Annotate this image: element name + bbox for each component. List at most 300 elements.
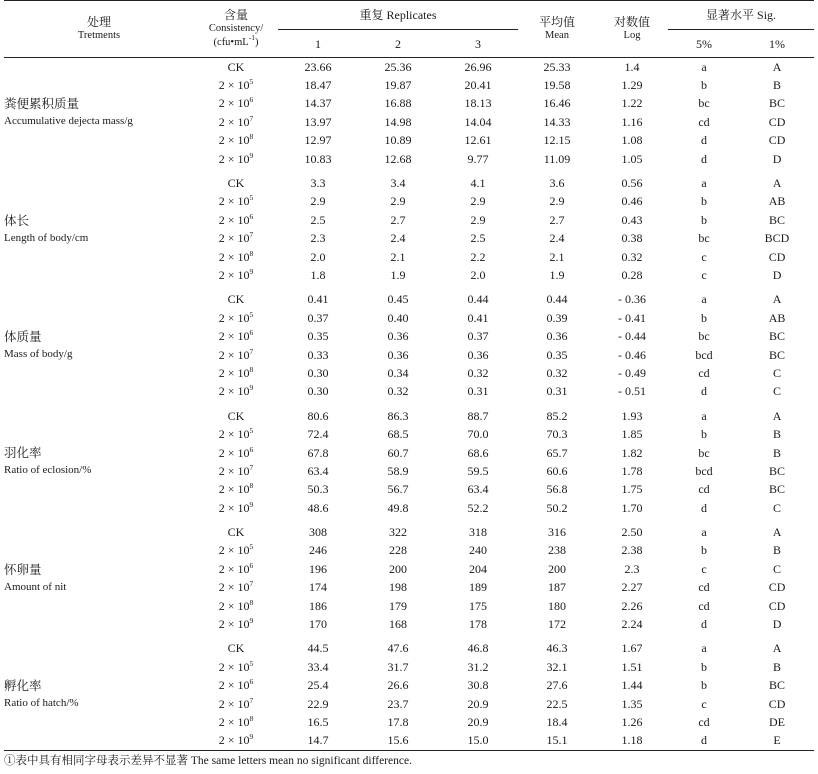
sig5-cell: cd xyxy=(698,580,710,595)
log-cell: 0.32 xyxy=(621,249,643,264)
sig5-cell: bc xyxy=(698,231,710,246)
rep1-cell: 10.83 xyxy=(304,151,332,166)
rep3-cell: 20.9 xyxy=(467,714,489,729)
consistency-cell xyxy=(194,713,278,731)
mean-cell: 238 xyxy=(548,543,567,558)
header-rep-3: 3 xyxy=(475,36,481,51)
rep2-cell: 15.6 xyxy=(387,733,409,748)
table-body xyxy=(4,58,814,751)
rep2-cell: 10.89 xyxy=(384,133,412,148)
consistency-cell xyxy=(194,327,278,345)
rep2-cell: 68.5 xyxy=(387,427,409,442)
rep1-cell: 186 xyxy=(309,598,327,613)
consistency-exponent: 8 xyxy=(249,248,254,258)
rep3-cell: 26.96 xyxy=(464,59,492,74)
sig1-cell: BC xyxy=(769,212,786,227)
table-header xyxy=(4,1,814,58)
rep2-cell: 31.7 xyxy=(387,659,409,674)
consistency-cell xyxy=(194,193,278,211)
rep1-cell: 0.30 xyxy=(307,365,329,380)
log-cell: 0.43 xyxy=(621,212,643,227)
rep2-cell: 58.9 xyxy=(387,463,409,478)
log-cell: 1.08 xyxy=(621,133,643,148)
sig1-cell: CD xyxy=(768,249,786,264)
rep1-cell: 2.3 xyxy=(310,231,326,246)
rep1-cell: 0.35 xyxy=(307,329,329,344)
sig1-cell: C xyxy=(773,561,782,576)
rep1-cell: 308 xyxy=(309,525,327,540)
consistency-base: 2 × 10 xyxy=(218,482,250,497)
header-consistency-unit: $(cfu•mL^{-1})$ xyxy=(213,33,259,48)
rep1-cell: 48.6 xyxy=(307,500,329,515)
log-cell: 2.26 xyxy=(621,598,643,613)
consistency-base: 2 × 10 xyxy=(218,310,250,325)
mean-cell: 0.31 xyxy=(546,384,568,399)
mean-cell: 2.7 xyxy=(549,212,565,227)
log-cell: 1.75 xyxy=(621,482,643,497)
table-row xyxy=(4,58,814,77)
consistency-exponent: 9 xyxy=(249,732,254,742)
rep1-cell: 33.4 xyxy=(307,659,329,674)
consistency-exponent: 6 xyxy=(249,677,254,687)
mean-cell: 14.33 xyxy=(543,114,571,129)
sig5-cell: c xyxy=(701,561,707,576)
group-label-en: Amount of nit xyxy=(4,580,67,593)
rep3-cell: 70.0 xyxy=(467,427,489,442)
rep1-cell: 170 xyxy=(309,617,327,632)
rep2-cell: 86.3 xyxy=(387,408,409,423)
rep3-cell: 0.44 xyxy=(467,292,489,307)
log-cell: - 0.51 xyxy=(618,384,647,399)
mean-cell: 27.6 xyxy=(546,678,568,693)
rep2-cell: 1.9 xyxy=(390,267,406,282)
sig5-cell: b xyxy=(701,427,708,442)
consistency-cell: CK xyxy=(227,525,245,540)
rep3-cell: 52.2 xyxy=(467,500,489,515)
mean-cell: 3.6 xyxy=(549,176,565,191)
consistency-base: 2 × 10 xyxy=(218,427,250,442)
consistency-cell xyxy=(194,677,278,695)
sig1-cell: BC xyxy=(769,482,786,497)
rep2-cell: 60.7 xyxy=(387,445,409,460)
consistency-base: 2 × 10 xyxy=(218,114,250,129)
group-label xyxy=(4,174,194,284)
rep3-cell: 2.5 xyxy=(470,231,486,246)
rep1-cell: 196 xyxy=(309,561,327,576)
mean-cell: 0.32 xyxy=(546,365,568,380)
rep3-cell: 240 xyxy=(469,543,487,558)
consistency-cell xyxy=(194,230,278,248)
sig5-cell: a xyxy=(701,525,707,540)
sig1-cell: A xyxy=(772,525,782,540)
sig5-cell: a xyxy=(701,408,707,423)
rep3-cell: 9.77 xyxy=(467,151,489,166)
rep3-cell: 20.9 xyxy=(467,696,489,711)
consistency-base: 2 × 10 xyxy=(218,617,250,632)
consistency-base: 2 × 10 xyxy=(218,445,250,460)
consistency-cell xyxy=(194,383,278,401)
consistency-exponent: 6 xyxy=(249,560,254,570)
sig5-cell: bcd xyxy=(695,463,713,478)
mean-cell: 12.15 xyxy=(543,133,571,148)
consistency-cell xyxy=(194,444,278,462)
rep1-cell: 0.33 xyxy=(307,347,329,362)
log-cell: 1.51 xyxy=(621,659,643,674)
consistency-base: 2 × 10 xyxy=(218,365,250,380)
consistency-cell xyxy=(194,309,278,327)
log-cell: 0.38 xyxy=(621,231,643,246)
consistency-exponent: 8 xyxy=(249,597,254,607)
header-rep-1: 1 xyxy=(315,36,321,51)
consistency-cell xyxy=(194,615,278,633)
sig1-cell: C xyxy=(773,384,782,399)
sig1-cell: BCD xyxy=(764,231,790,246)
log-cell: 1.18 xyxy=(621,733,643,748)
rep2-cell: 12.68 xyxy=(384,151,412,166)
rep3-cell: 178 xyxy=(469,617,487,632)
consistency-base: 2 × 10 xyxy=(218,329,250,344)
log-cell: 1.85 xyxy=(621,427,643,442)
log-cell: 1.82 xyxy=(621,445,643,460)
rep3-cell: 30.8 xyxy=(467,678,489,693)
group-label-en: Ratio of eclosion/% xyxy=(4,464,92,477)
rep2-cell: 16.88 xyxy=(384,96,412,111)
mean-cell: 0.36 xyxy=(546,329,568,344)
table-row xyxy=(4,174,814,192)
results-table xyxy=(4,0,814,751)
rep2-cell: 0.32 xyxy=(387,384,409,399)
sig1-cell: AB xyxy=(768,194,786,209)
mean-cell: 25.33 xyxy=(543,59,571,74)
consistency-base: 2 × 10 xyxy=(218,714,250,729)
log-cell: 1.29 xyxy=(621,78,643,93)
mean-cell: 15.1 xyxy=(546,733,568,748)
rep1-cell: 12.97 xyxy=(304,133,332,148)
log-cell: 1.16 xyxy=(621,114,643,129)
rep2-cell: 0.36 xyxy=(387,347,409,362)
log-cell: - 0.41 xyxy=(618,310,647,325)
sig1-cell: A xyxy=(772,59,782,74)
consistency-exponent: 9 xyxy=(249,266,254,276)
log-cell: - 0.44 xyxy=(618,329,647,344)
rep2-cell: 228 xyxy=(389,543,407,558)
sig5-cell: d xyxy=(701,733,708,748)
mean-cell: 46.3 xyxy=(546,641,568,656)
consistency-exponent: 6 xyxy=(249,211,254,221)
rep3-cell: 204 xyxy=(469,561,487,576)
consistency-cell xyxy=(194,266,278,284)
rep3-cell: 4.1 xyxy=(470,176,486,191)
rep1-cell: 50.3 xyxy=(307,482,329,497)
rep3-cell: 20.41 xyxy=(464,78,492,93)
sig1-cell: BC xyxy=(769,329,786,344)
consistency-exponent: 8 xyxy=(249,713,254,723)
sig1-cell: E xyxy=(773,733,781,748)
rep1-cell: 25.4 xyxy=(307,678,329,693)
consistency-exponent: 7 xyxy=(249,695,254,705)
log-cell: 1.22 xyxy=(621,96,643,111)
header-treatment xyxy=(4,1,194,58)
rep1-cell: 14.7 xyxy=(307,733,329,748)
mean-cell: 32.1 xyxy=(546,659,568,674)
consistency-cell xyxy=(194,732,278,751)
sig1-cell: B xyxy=(773,445,782,460)
rep2-cell: 47.6 xyxy=(387,641,409,656)
sig5-cell: c xyxy=(701,267,707,282)
rep1-cell: 2.9 xyxy=(310,194,326,209)
mean-cell: 16.46 xyxy=(543,96,571,111)
consistency-exponent: 8 xyxy=(249,481,254,491)
mean-cell: 187 xyxy=(548,580,567,595)
header-rep-2: 2 xyxy=(395,36,401,51)
consistency-cell xyxy=(194,425,278,443)
header-mean-zh: 平均值 xyxy=(539,15,576,29)
sig5-cell: cd xyxy=(698,482,710,497)
consistency-exponent: 6 xyxy=(249,328,254,338)
log-cell: 1.70 xyxy=(621,500,643,515)
rep2-cell: 49.8 xyxy=(387,500,409,515)
group-label xyxy=(4,523,194,633)
log-cell: 0.46 xyxy=(621,194,643,209)
consistency-base: 2 × 10 xyxy=(218,659,250,674)
sig5-cell: bc xyxy=(698,445,710,460)
consistency-base: 2 × 10 xyxy=(218,249,250,264)
rep3-cell: 68.6 xyxy=(467,445,489,460)
consistency-cell xyxy=(194,248,278,266)
header-mean-en: Mean xyxy=(545,30,569,41)
header-treatment-en: Tretments xyxy=(77,30,121,41)
mean-cell: 60.6 xyxy=(546,463,568,478)
consistency-exponent: 7 xyxy=(249,462,254,472)
sig5-cell: c xyxy=(701,696,707,711)
footnote: ①表中具有相同字母表示差异不显著 The same letters mean no significant difference. xyxy=(4,755,412,767)
rep3-cell: 0.31 xyxy=(467,384,489,399)
header-mean xyxy=(518,1,596,58)
consistency-cell: CK xyxy=(227,176,245,191)
consistency-cell xyxy=(194,658,278,676)
consistency-cell xyxy=(194,76,278,94)
sig1-cell: BC xyxy=(769,347,786,362)
group-label-en: Length of body/cm xyxy=(4,231,89,244)
sig1-cell: CD xyxy=(768,114,786,129)
group-label xyxy=(4,291,194,401)
rep1-cell: 2.0 xyxy=(310,249,326,264)
header-consistency-en: Consistency/ xyxy=(208,23,264,34)
rep2-cell: 23.7 xyxy=(387,696,409,711)
rep2-cell: 0.40 xyxy=(387,310,409,325)
rep1-cell: 3.3 xyxy=(310,176,326,191)
consistency-base: 2 × 10 xyxy=(218,78,250,93)
rep3-cell: 18.13 xyxy=(464,96,492,111)
rep2-cell: 25.36 xyxy=(384,59,412,74)
rep2-cell: 2.1 xyxy=(390,249,406,264)
sig1-cell: CD xyxy=(768,133,786,148)
log-cell: - 0.36 xyxy=(618,292,647,307)
group-label-zh: 孵化率 xyxy=(4,678,42,693)
consistency-exponent: 7 xyxy=(249,113,254,123)
consistency-cell xyxy=(194,150,278,168)
mean-cell: 19.58 xyxy=(543,78,571,93)
rep3-cell: 189 xyxy=(469,580,487,595)
sig5-cell: b xyxy=(701,659,708,674)
rep2-cell: 200 xyxy=(389,561,407,576)
rep1-cell: 18.47 xyxy=(304,78,332,93)
consistency-base: 2 × 10 xyxy=(218,561,250,576)
sig5-cell: cd xyxy=(698,714,710,729)
mean-cell: 0.39 xyxy=(546,310,568,325)
log-cell: 0.28 xyxy=(621,267,643,282)
consistency-base: 2 × 10 xyxy=(218,151,250,166)
header-log-zh: 对数值 xyxy=(614,15,651,29)
sig1-cell: B xyxy=(773,78,782,93)
rep3-cell: 0.32 xyxy=(467,365,489,380)
mean-cell: 11.09 xyxy=(543,151,571,166)
consistency-cell xyxy=(194,462,278,480)
rep2-cell: 2.7 xyxy=(390,212,406,227)
consistency-base: 2 × 10 xyxy=(218,580,250,595)
consistency-base: 2 × 10 xyxy=(218,212,250,227)
consistency-cell xyxy=(194,579,278,597)
log-cell: 2.27 xyxy=(621,580,643,595)
consistency-exponent: 9 xyxy=(249,383,254,393)
header-consistency-zh: 含量 xyxy=(223,8,248,22)
sig1-cell: CD xyxy=(768,696,786,711)
rep3-cell: 46.8 xyxy=(467,641,489,656)
group-label-zh: 体质量 xyxy=(4,329,42,344)
rep1-cell: 63.4 xyxy=(307,463,329,478)
sig1-cell: A xyxy=(772,292,782,307)
header-sig-5: 5% xyxy=(696,36,713,51)
consistency-exponent: 6 xyxy=(249,95,254,105)
sig5-cell: a xyxy=(701,176,707,191)
consistency-exponent: 5 xyxy=(249,309,254,319)
sig1-cell: CD xyxy=(768,598,786,613)
rep2-cell: 17.8 xyxy=(387,714,409,729)
sig5-cell: b xyxy=(701,212,708,227)
consistency-cell xyxy=(194,695,278,713)
mean-cell: 22.5 xyxy=(546,696,568,711)
group-label-en: Accumulative dejecta mass/g xyxy=(4,115,133,128)
rep3-cell: 2.2 xyxy=(470,249,486,264)
consistency-base: 2 × 10 xyxy=(218,347,250,362)
sig1-cell: BC xyxy=(769,463,786,478)
rep3-cell: 2.0 xyxy=(470,267,486,282)
log-cell: 2.50 xyxy=(621,525,643,540)
consistency-cell xyxy=(194,481,278,499)
rep2-cell: 56.7 xyxy=(387,482,409,497)
group-label-en: Mass of body/g xyxy=(4,347,73,360)
table-row xyxy=(4,640,814,658)
rep3-cell: 0.37 xyxy=(467,329,489,344)
rep1-cell: 174 xyxy=(309,580,327,595)
sig1-cell: A xyxy=(772,176,782,191)
consistency-base: 2 × 10 xyxy=(218,543,250,558)
consistency-cell xyxy=(194,346,278,364)
log-cell: 1.05 xyxy=(621,151,643,166)
group-label xyxy=(4,58,194,169)
sig1-cell: B xyxy=(773,659,782,674)
header-consistency xyxy=(194,1,278,58)
log-cell: 1.26 xyxy=(621,714,643,729)
consistency-exponent: 5 xyxy=(249,658,254,668)
mean-cell: 180 xyxy=(548,598,567,613)
header-replicates: 重复 Replicates xyxy=(278,1,518,30)
consistency-exponent: 9 xyxy=(249,499,254,509)
consistency-cell: CK xyxy=(227,408,245,423)
log-cell: 2.24 xyxy=(621,617,643,632)
sig5-cell: d xyxy=(701,500,708,515)
sig1-cell: BC xyxy=(769,96,786,111)
consistency-cell xyxy=(194,113,278,131)
sig5-cell: d xyxy=(701,384,708,399)
consistency-cell xyxy=(194,364,278,382)
rep3-cell: 0.41 xyxy=(467,310,489,325)
consistency-base: 2 × 10 xyxy=(218,500,250,515)
consistency-exponent: 8 xyxy=(249,132,254,142)
sig5-cell: bcd xyxy=(695,347,713,362)
consistency-base: 2 × 10 xyxy=(218,384,250,399)
mean-cell: 2.4 xyxy=(549,231,565,246)
consistency-base: 2 × 10 xyxy=(218,696,250,711)
sig1-cell: C xyxy=(773,500,782,515)
rep3-cell: 88.7 xyxy=(467,408,489,423)
group-label-zh: 体长 xyxy=(4,213,30,228)
sig5-cell: d xyxy=(701,151,708,166)
rep3-cell: 2.9 xyxy=(470,194,486,209)
consistency-exponent: 7 xyxy=(249,346,254,356)
sig5-cell: b xyxy=(701,543,708,558)
sig5-cell: d xyxy=(701,617,708,632)
consistency-cell xyxy=(194,211,278,229)
rep1-cell: 13.97 xyxy=(304,114,332,129)
consistency-cell: CK xyxy=(227,641,245,656)
consistency-cell xyxy=(194,132,278,150)
consistency-exponent: 7 xyxy=(249,230,254,240)
log-cell: 1.44 xyxy=(621,678,643,693)
mean-cell: 18.4 xyxy=(546,714,568,729)
sig1-cell: DE xyxy=(769,714,786,729)
rep1-cell: 22.9 xyxy=(307,696,329,711)
log-cell: 2.38 xyxy=(621,543,643,558)
mean-cell: 65.7 xyxy=(546,445,568,460)
rep2-cell: 0.34 xyxy=(387,365,409,380)
table-row xyxy=(4,407,814,425)
sig5-cell: cd xyxy=(698,598,710,613)
rep2-cell: 26.6 xyxy=(387,678,409,693)
consistency-base: 2 × 10 xyxy=(218,133,250,148)
table-row xyxy=(4,291,814,309)
header-significance: 显著水平 Sig. xyxy=(668,1,814,30)
rep3-cell: 0.36 xyxy=(467,347,489,362)
mean-cell: 1.9 xyxy=(549,267,565,282)
consistency-exponent: 8 xyxy=(249,364,254,374)
header-sig-1: 1% xyxy=(769,36,786,51)
rep2-cell: 179 xyxy=(389,598,407,613)
sig5-cell: bc xyxy=(698,96,710,111)
consistency-exponent: 9 xyxy=(249,150,254,160)
sig1-cell: C xyxy=(773,365,782,380)
sig1-cell: A xyxy=(772,641,782,656)
mean-cell: 2.1 xyxy=(549,249,565,264)
sig5-cell: b xyxy=(701,78,708,93)
mean-cell: 200 xyxy=(548,561,567,576)
group-label-en: Ratio of hatch/% xyxy=(4,696,79,709)
sig5-cell: d xyxy=(701,133,708,148)
rep2-cell: 19.87 xyxy=(384,78,412,93)
rep3-cell: 63.4 xyxy=(467,482,489,497)
rep2-cell: 0.45 xyxy=(387,292,409,307)
sig5-cell: c xyxy=(701,249,707,264)
